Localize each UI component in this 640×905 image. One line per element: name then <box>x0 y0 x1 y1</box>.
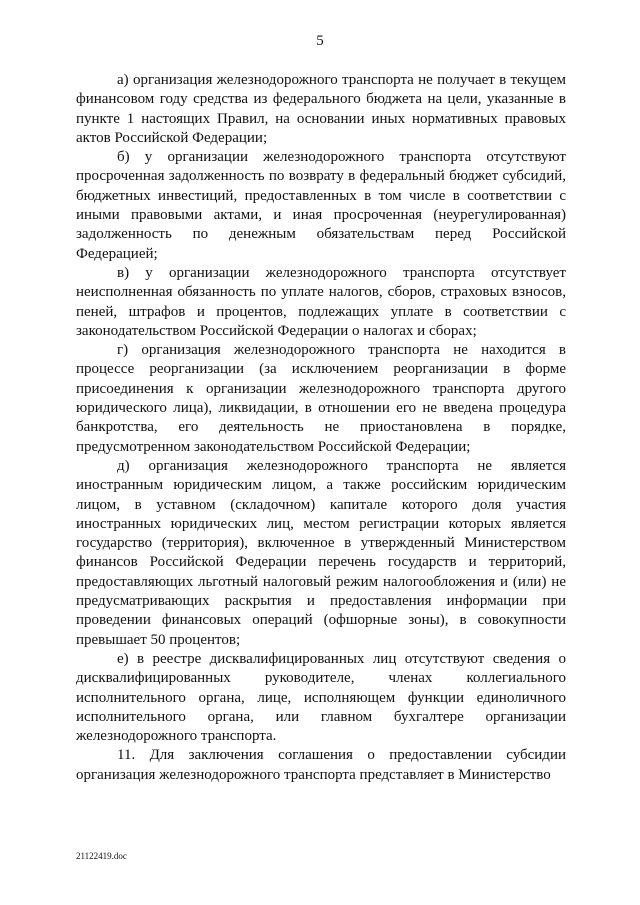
paragraph-a: а) организация железнодорожного транспорта не получает в текущем финансовом году средства из федерального бюджета на цели, указанные в пункте 1 настоящих Правил, на основании иных нормативных правовых актов Российской Федерации; <box>76 72 566 146</box>
paragraph-d: д) организация железнодорожного транспорта не является иностранным юридическим лицом, а также российским юридическим лицом, в уставном (складочном) капитале которого доля участия иностранных юридических лиц, местом регистрации которых является государство (территория), включенное в утвержденный Министерством финансов Российской Федерации перечень государств и территорий, предоставляющих льготный налоговый режим налогообложения и (или) не предусматривающих раскрытия и предоставления информации при проведении финансовых операций (офшорные зоны), в совокупности превышает 50 процентов; <box>76 457 566 648</box>
page-number: 5 <box>316 33 324 49</box>
document-file-code: 21122419.doc <box>76 851 127 861</box>
paragraph-11: 11. Для заключения соглашения о предоставлении субсидии организация железнодорожного транспорта представляет в Министерство <box>76 747 566 783</box>
paragraph-e: е) в реестре дисквалифицированных лиц отсутствуют сведения о дисквалифицированных руководителе, членах коллегиального исполнительного органа, лице, исполняющем функции единоличного исполнительного органа, или главном бухгалтере организации железнодорожного транспорта. <box>76 650 566 745</box>
document-body <box>76 71 566 785</box>
paragraph-v: в) у организации железнодорожного транспорта отсутствует неисполненная обязанность по уплате налогов, сборов, страховых взносов, пеней, штрафов и процентов, подлежащих уплате в соответствии с законодательством Российской Федерации о налогах и сборах; <box>76 264 566 339</box>
paragraph-g: г) организация железнодорожного транспорта не находится в процессе реорганизации (за исключением реорганизации в форме присоединения к организации железнодорожного транспорта другого юридического лица), ликвидации, в отношении его не введена процедура банкротства, его деятельность не приостановлена в порядке, предусмотренном законодательством Российской Федерации; <box>76 342 566 455</box>
paragraph-b: б) у организации железнодорожного транспорта отсутствуют просроченная задолженность по возврату в федеральный бюджет субсидий, бюджетных инвестиций, предоставленных в том числе в соответствии с иными правовыми актами, и иная просроченная (неурегулированная) задолженность по денежным обязательствам перед Российской Федерацией; <box>76 149 566 262</box>
